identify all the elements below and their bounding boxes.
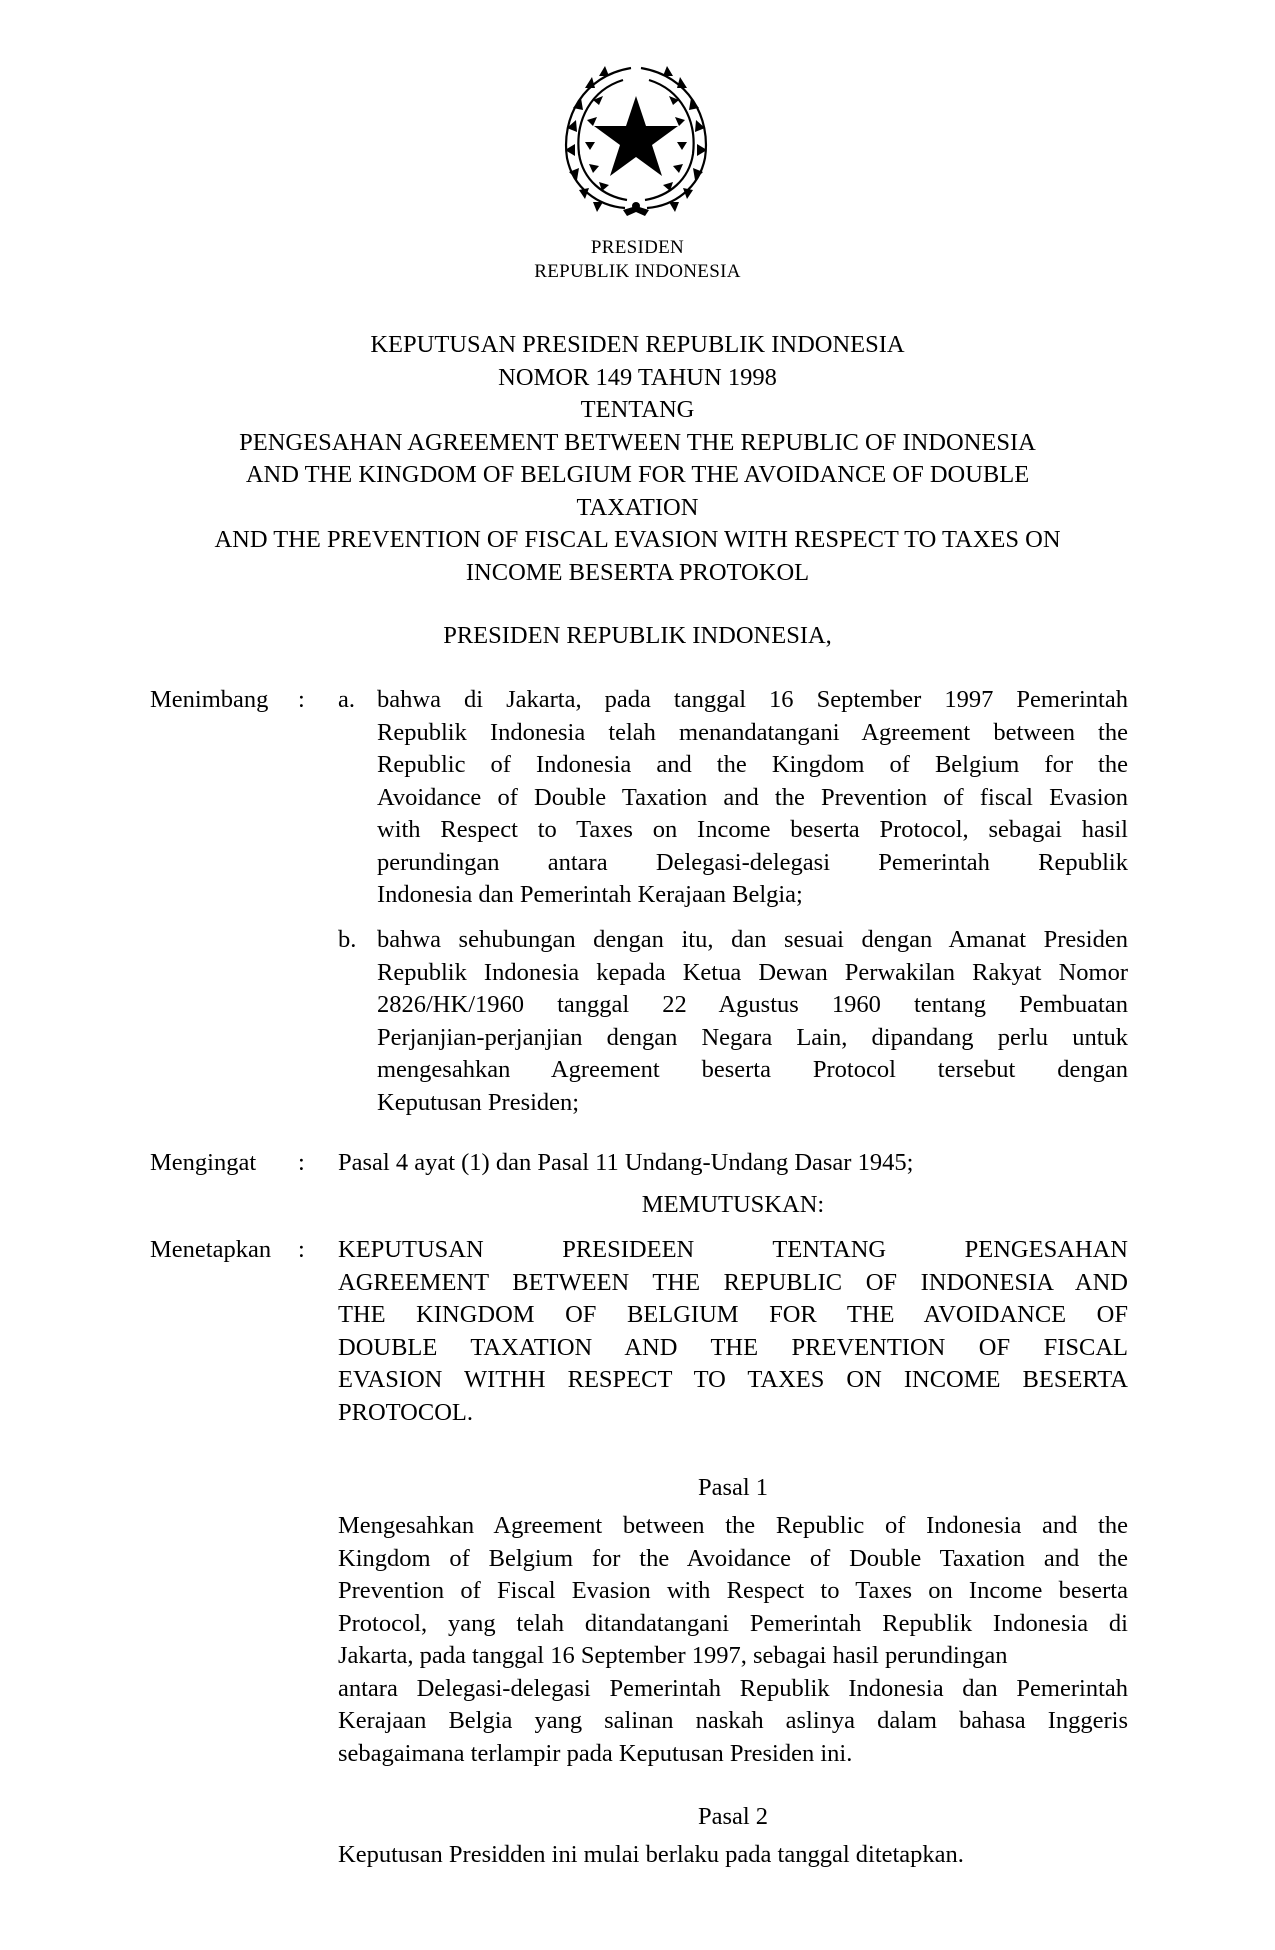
text-line: Republik Indonesia telah menandatangani Agreement between the: [377, 718, 1128, 746]
mengingat-label: Mengingat: [150, 1149, 257, 1176]
text-line: Keputusan Presiden;: [377, 1088, 580, 1116]
text-line: Indonesia dan Pemerintah Kerajaan Belgia;: [377, 881, 803, 908]
memutuskan-heading: MEMUTUSKAN:: [641, 1191, 825, 1218]
text-line: perundingan antara Delegasi-delegasi Pemerintah Republik: [377, 848, 1128, 876]
title-line: AND THE PREVENTION OF FISCAL EVASION WITH RESPECT TO TAXES ON: [214, 526, 1061, 553]
mengingat-text: Pasal 4 ayat (1) dan Pasal 11 Undang-Undang Dasar 1945;: [338, 1149, 914, 1176]
title-line: TAXATION: [576, 493, 699, 521]
pasal-2-heading: Pasal 2: [697, 1803, 769, 1830]
text-line: AGREEMENT BETWEEN THE REPUBLIC OF INDONESIA AND: [338, 1268, 1128, 1296]
pasal-1-text: [338, 1510, 1128, 1770]
menetapkan-colon: :: [298, 1236, 305, 1263]
text-line: Kingdom of Belgium for the Avoidance of Double Taxation and the: [338, 1544, 1128, 1572]
text-line: Perjanjian-perjanjian dengan Negara Lain, dipandang perlu untuk: [377, 1023, 1128, 1051]
text-line: Protocol, yang telah ditandatangani Pemerintah Republik Indonesia di: [338, 1609, 1128, 1637]
item-marker-a: a.: [338, 686, 355, 713]
text-line: Mengesahkan Agreement between the Republic of Indonesia and the: [338, 1512, 1128, 1539]
title-line: INCOME BESERTA PROTOKOL: [465, 558, 810, 586]
text-line: Republik Indonesia kepada Ketua Dewan Perwakilan Rakyat Nomor: [377, 958, 1128, 986]
text-line: mengesahkan Agreement beserta Protocol tersebut dengan: [377, 1056, 1128, 1083]
pasal-2-text: Keputusan Presidden ini mulai berlaku pada tanggal ditetapkan.: [338, 1841, 964, 1868]
issuer-heading: PRESIDEN REPUBLIK INDONESIA,: [443, 622, 832, 649]
pasal-1-heading: Pasal 1: [697, 1474, 769, 1501]
menetapkan-label: Menetapkan: [150, 1236, 272, 1263]
mengingat-colon: :: [298, 1149, 305, 1176]
item-marker-b: b.: [338, 926, 357, 953]
text-line: sebagaimana terlampir pada Keputusan Presiden ini.: [338, 1739, 853, 1767]
text-line: Kerajaan Belgia yang salinan naskah aslinya dalam bahasa Inggeris: [338, 1707, 1128, 1734]
title-line: TENTANG: [580, 396, 695, 423]
text-line: bahwa sehubungan dengan itu, dan sesuai dengan Amanat Presiden: [377, 926, 1128, 953]
title-line: KEPUTUSAN PRESIDEN REPUBLIK INDONESIA: [370, 331, 905, 358]
letterhead-presiden: PRESIDEN: [590, 237, 685, 258]
menimbang-item-a: [377, 684, 1128, 912]
letterhead-republik-indonesia: REPUBLIK INDONESIA: [534, 261, 741, 282]
text-line: KEPUTUSAN PRESIDEEN TENTANG PENGESAHAN: [338, 1236, 1128, 1263]
text-line: PROTOCOL.: [338, 1398, 474, 1426]
menetapkan-text: [338, 1234, 1128, 1429]
text-line: antara Delegasi-delegasi Pemerintah Republik Indonesia dan Pemerintah: [338, 1674, 1128, 1702]
text-line: Avoidance of Double Taxation and the Prevention of fiscal Evasion: [377, 783, 1128, 811]
text-line: Prevention of Fiscal Evasion with Respect to Taxes on Income beserta: [338, 1577, 1128, 1604]
text-line: Jakarta, pada tanggal 16 September 1997, sebagai hasil perundingan: [338, 1642, 1008, 1669]
text-line: with Respect to Taxes on Income beserta Protocol, sebagai hasil: [377, 816, 1128, 843]
text-line: Republic of Indonesia and the Kingdom of Belgium for the: [377, 751, 1128, 778]
menimbang-colon: :: [298, 686, 305, 713]
menimbang-item-b: [377, 924, 1128, 1119]
title-line: PENGESAHAN AGREEMENT BETWEEN THE REPUBLIC OF INDONESIA: [239, 428, 1036, 456]
menimbang-label: Menimbang: [150, 686, 269, 713]
text-line: 2826/HK/1960 tanggal 22 Agustus 1960 tentang Pembuatan: [377, 991, 1128, 1018]
text-line: EVASION WITHH RESPECT TO TAXES ON INCOME BESERTA: [338, 1366, 1128, 1393]
presidential-emblem-icon: [553, 58, 719, 218]
text-line: bahwa di Jakarta, pada tanggal 16 September 1997 Pemerintah: [377, 686, 1128, 713]
document-title: [0, 329, 1275, 589]
text-line: THE KINGDOM OF BELGIUM FOR THE AVOIDANCE OF: [338, 1301, 1128, 1328]
title-line: AND THE KINGDOM OF BELGIUM FOR THE AVOIDANCE OF DOUBLE: [245, 461, 1030, 488]
text-line: DOUBLE TAXATION AND THE PREVENTION OF FISCAL: [338, 1333, 1128, 1361]
title-line: NOMOR 149 TAHUN 1998: [498, 363, 777, 391]
